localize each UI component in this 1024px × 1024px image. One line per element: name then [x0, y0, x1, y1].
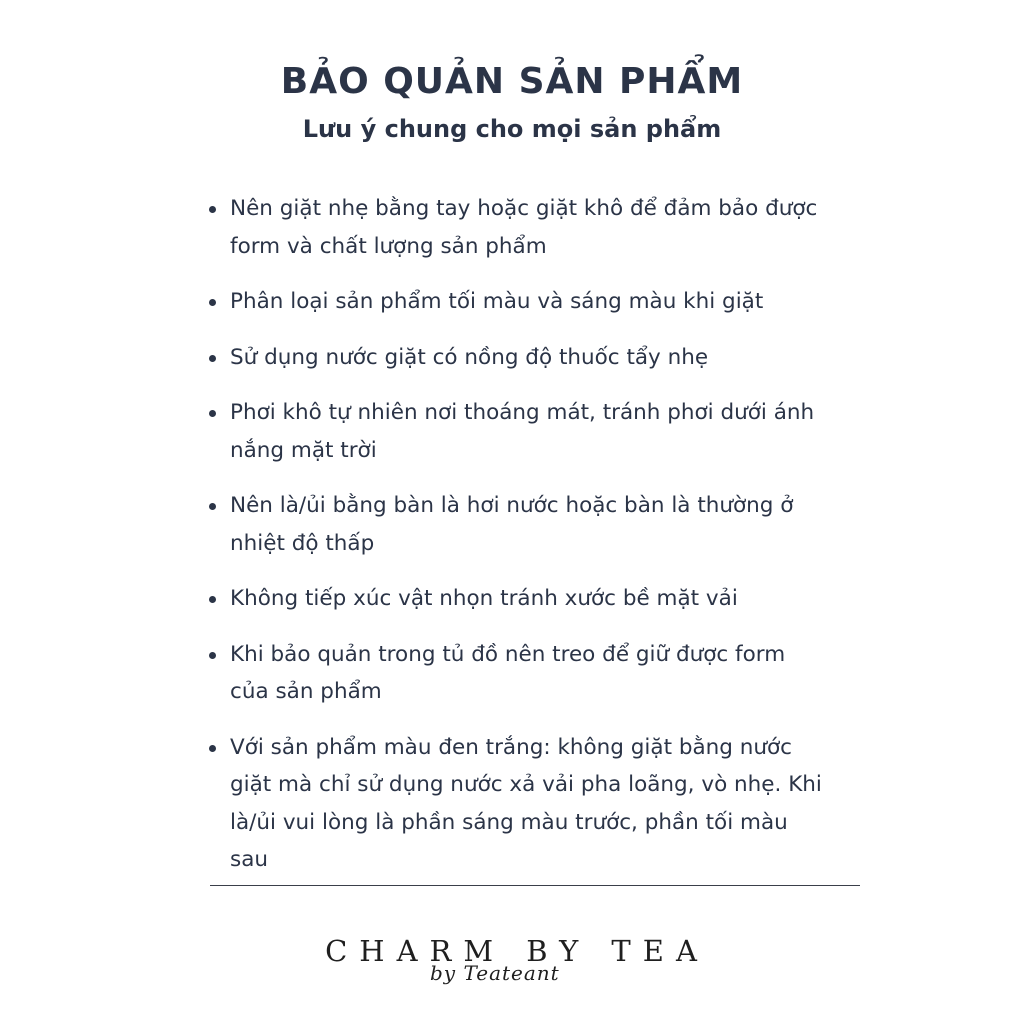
- care-instructions-list: [207, 190, 827, 897]
- list-item: [207, 487, 827, 562]
- list-item: [207, 190, 827, 265]
- list-item: [207, 636, 827, 711]
- list-item: [207, 729, 827, 879]
- page-subtitle: Lưu ý chung cho mọi sản phẩm: [302, 115, 722, 143]
- list-item-line: Với sản phẩm màu đen trắng: không giặt bằng nước: [230, 734, 793, 760]
- footer-divider: [210, 885, 860, 886]
- list-item: [207, 339, 827, 377]
- list-item-line: Phơi khô tự nhiên nơi thoáng mát, tránh phơi dưới ánh: [230, 400, 815, 425]
- list-item-line: giặt mà chỉ sử dụng nước xả vải pha loãng, vò nhẹ. Khi: [230, 772, 822, 797]
- brand-signature: by Teateant: [430, 961, 560, 985]
- list-item-line: là/ủi vui lòng là phần sáng màu trước, phần tối màu sau: [230, 809, 788, 872]
- list-item-line: form và chất lượng sản phẩm: [230, 233, 547, 259]
- list-item-line: nhiệt độ thấp: [230, 530, 375, 556]
- bullet-icon: [209, 596, 216, 603]
- list-item-line: Nên là/ủi bằng bàn là hơi nước hoặc bàn là thường ở: [230, 493, 794, 518]
- list-item-line: Nên giặt nhẹ bằng tay hoặc giặt khô để đảm bảo được: [230, 196, 818, 221]
- brand-logo-text: CHARM BY TEA: [325, 934, 709, 968]
- page-title: BẢO QUẢN SẢN PHẨM: [280, 61, 744, 102]
- list-item-line: Khi bảo quản trong tủ đồ nên treo để giữ được form: [230, 641, 786, 667]
- bullet-icon: [209, 503, 216, 510]
- list-item-line: nắng mặt trời: [230, 437, 377, 463]
- list-item-line: Không tiếp xúc vật nhọn tránh xước bề mặt vải: [230, 586, 738, 611]
- list-item-line: của sản phẩm: [230, 679, 382, 704]
- list-item-line: Phân loại sản phẩm tối màu và sáng màu khi giặt: [230, 289, 764, 314]
- list-item-line: Sử dụng nước giặt có nồng độ thuốc tẩy nhẹ: [230, 344, 709, 370]
- bullet-icon: [209, 355, 216, 362]
- bullet-icon: [209, 745, 216, 752]
- list-item: [207, 283, 827, 321]
- list-item: [207, 394, 827, 469]
- bullet-icon: [209, 410, 216, 417]
- list-item: [207, 580, 827, 618]
- bullet-icon: [209, 299, 216, 306]
- bullet-icon: [209, 206, 216, 213]
- bullet-icon: [209, 652, 216, 659]
